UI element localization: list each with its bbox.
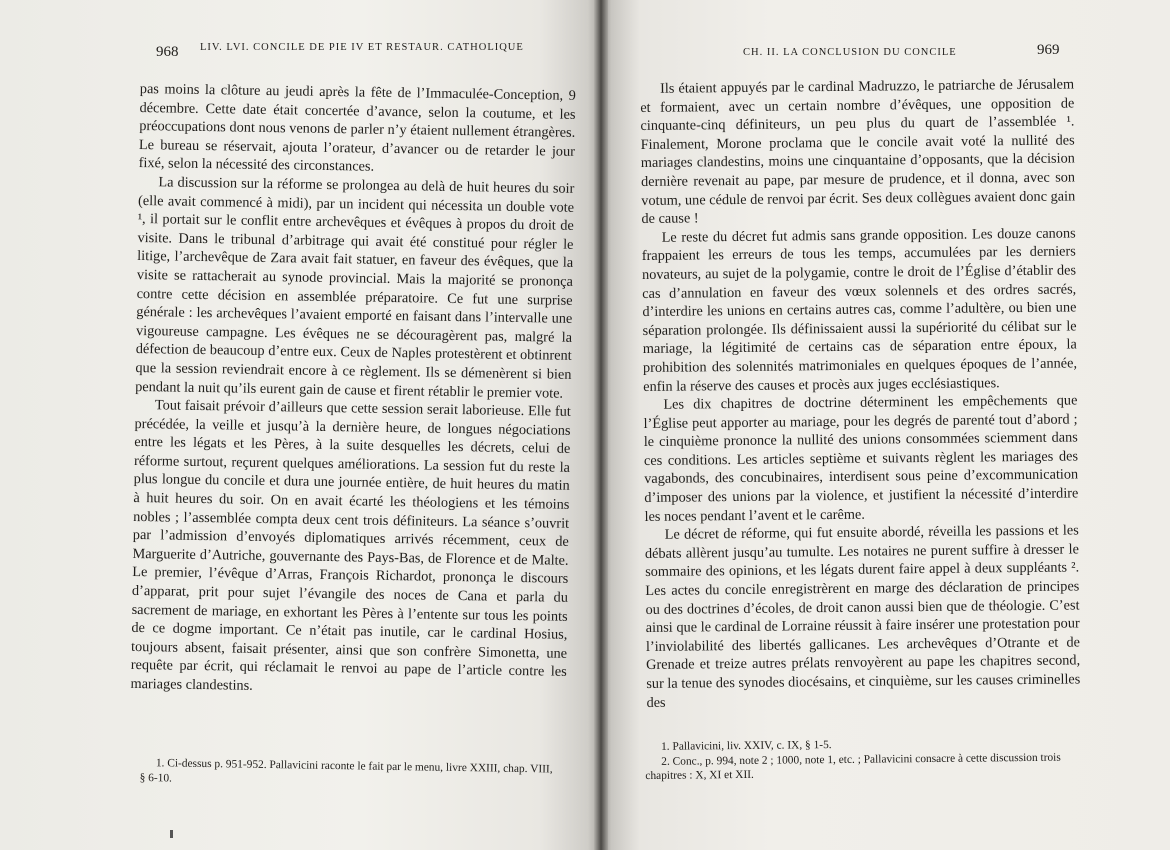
left-footnote-1: 1. Ci-dessus p. 951-952. Pallavicini raconte le fait par le menu, livre XXIII, chap. VIII, § 6-10. <box>139 757 553 785</box>
right-footnotes <box>645 735 1075 783</box>
right-paragraph-4: Le décret de réforme, qui fut ensuite abordé, réveilla les passions et les débats allèrent jusqu’au tumulte. Les notaires ne purent suffire à dresser le sommaire des opinions, et les légats durent faire appel à deux suppléants ². Les actes du concile enregistrèrent en marge des déclaration de principes ou des doctrines d’écoles, de droit canon aussi bien que de théologie. C’est ainsi que le cardinal de Lorraine réussit à faire insérer une protestation pour l’inviolabilité des libertés gallicanes. Les archevêques d’Otrante et de Grenade et treize autres prélats renvoyèrent au pape les chapitres second, sur la tenue des synodes diocésains, et cinquième, sur les causes criminelles des <box>644 522 1081 711</box>
page-edge-mark <box>170 830 173 838</box>
left-footnotes <box>140 756 560 792</box>
right-paragraph-3: Les dix chapitres de doctrine déterminent les empêchements que l’Église peut apporter au mariage, pour les degrés de parenté tout d’abord ; le cinquième prononce la nullité des unions consommées sciemment dans ces conditions. Les articles septième et suivants règlent les mariages des vagabonds, des concubinaires, interdisent sous peine d’excommunication d’imposer des unions par la violence, et justifient la nécessité d’interdire les noces pendant l’avent et le carême. <box>643 392 1079 525</box>
right-paragraph-2: Le reste du décret fut admis sans grande opposition. Les douze canons frappaient les erreurs de tous les temps, accumulées par les derniers novateurs, au sujet de la polygamie, contre le droit de l’Église d’établir des cas d’annulation en faveur des vœux solennels et des ordres sacrés, d’interdire les unions en certains autres cas, comme l’adultère, ou bien une séparation prolongée. Ils définissaient aussi la supériorité du célibat sur le mariage, la légitimité de certains cas de séparation entre époux, la prohibition des solennités matrimoniales en quelques époques de l’année, enfin la réserve des causes et procès aux juges ecclésiastiques. <box>641 225 1078 395</box>
right-footnote-1: 1. Pallavicini, liv. XXIV, c. IX, § 1-5. <box>661 739 832 753</box>
left-body-text <box>130 80 576 700</box>
left-paragraph-3: Tout faisait prévoir d’ailleurs que cette session serait laborieuse. Elle fut précédée, la veille et jusqu’à la dernière heure, de longues négociations entre les légats et les Pères, à la suite desquelles les décrets, celui de réforme surtout, reçurent quelques améliorations. La session fut du reste la plus longue du concile et dura une journée entière, de huit heures du matin à huit heures du soir. On en avait écarté les théologiens et les témoins nobles ; l’assemblée compta deux cent trois définiteurs. La séance s’ouvrit par l’admission d’envoyés diplomatiques arrivés récemment, ceux de Marguerite d’Autriche, gouvernante des Pays-Bas, de Florence et de Malte. Le premier, l’évêque d’Arras, François Richardot, prononça le discours d’apparat, prit pour sujet l’évangile des noces de Cana et parla du sacrement de mariage, en exhortant les Pères à l’entente sur tous les points de ce dogme important. Ce n’était pas inutile, car le cardinal Hosius, toujours absent, faisait présenter, ainsi que son confrère Simonetta, une requête par écrit, qui réclamait le renvoi au pape de l’article contre les mariages clandestins. <box>130 397 571 694</box>
left-paragraph-2: La discussion sur la réforme se prolongea au delà de huit heures du soir (elle avait commencé à midi), par un incident qui nécessita un double vote ¹, il portait sur le conflit entre archevêques et évêques à propos du droit de visite. Dans le tribunal d’arbitrage qui avait été constitué pour régler le litige, l’archevêque de Zara avait fait statuer, en faveur des évêques, que la visite se rattacherait au synode provincial. Mais la majorité se prononça contre cette décision en assemblée préparatoire. Ce fut une surprise générale : les archevêques l’avaient emporté en faisant dans l’intervalle une vigoureuse campagne. Les évêques ne se découragèrent pas, malgré la défection de beaucoup d’entre eux. Ceux de Naples protestèrent et obtinrent que la session reviendrait encore à ce règlement. Ils se démenèrent si bien pendant la nuit qu’ils eurent gain de cause et firent rétablir le premier vote. <box>135 174 575 402</box>
left-running-head: LIV. LVI. CONCILE DE PIE IV ET RESTAUR. CATHOLIQUE <box>200 42 524 53</box>
right-body-text <box>640 75 1081 712</box>
right-page <box>600 0 1170 850</box>
right-paragraph-1: Ils étaient appuyés par le cardinal Madruzzo, le patriarche de Jérusalem et formaient, avec un certain nombre d’évêques, une opposition de cinquante-cinq définiteurs, un peu plus du quart de l’assemblée ¹. Finalement, Morone proclama que le concile avait voté la nullité des mariages clandestins, moins une cinquantaine d’opposants, que la décision dernière revenait au pape, par mesure de prudence, et il donna, avec son votum, une cédule de renvoi par écrit. Ses deux collègues avaient donc gain de cause ! <box>640 76 1076 228</box>
right-page-number: 969 <box>1037 42 1060 58</box>
left-page-number: 968 <box>156 44 179 60</box>
right-footnote-2: 2. Conc., p. 994, note 2 ; 1000, note 1, etc. ; Pallavicini consacre à cette discussion trois chapitres : X, XI et XII. <box>645 751 1061 782</box>
right-running-head: CH. II. LA CONCLUSION DU CONCILE <box>743 47 957 58</box>
left-paragraph-1: pas moins la clôture au jeudi après la fête de l’Immaculée-Conception, 9 décembre. Cette date était concertée d’avance, selon la coutume, et les préoccupations dont nous venons de parler n’y étaient nullement étrangères. Le bureau se réservait, ajouta l’orateur, d’avancer ou de retarder le jour fixé, selon la nécessité des circonstances. <box>138 80 576 176</box>
book-gutter <box>594 0 608 850</box>
